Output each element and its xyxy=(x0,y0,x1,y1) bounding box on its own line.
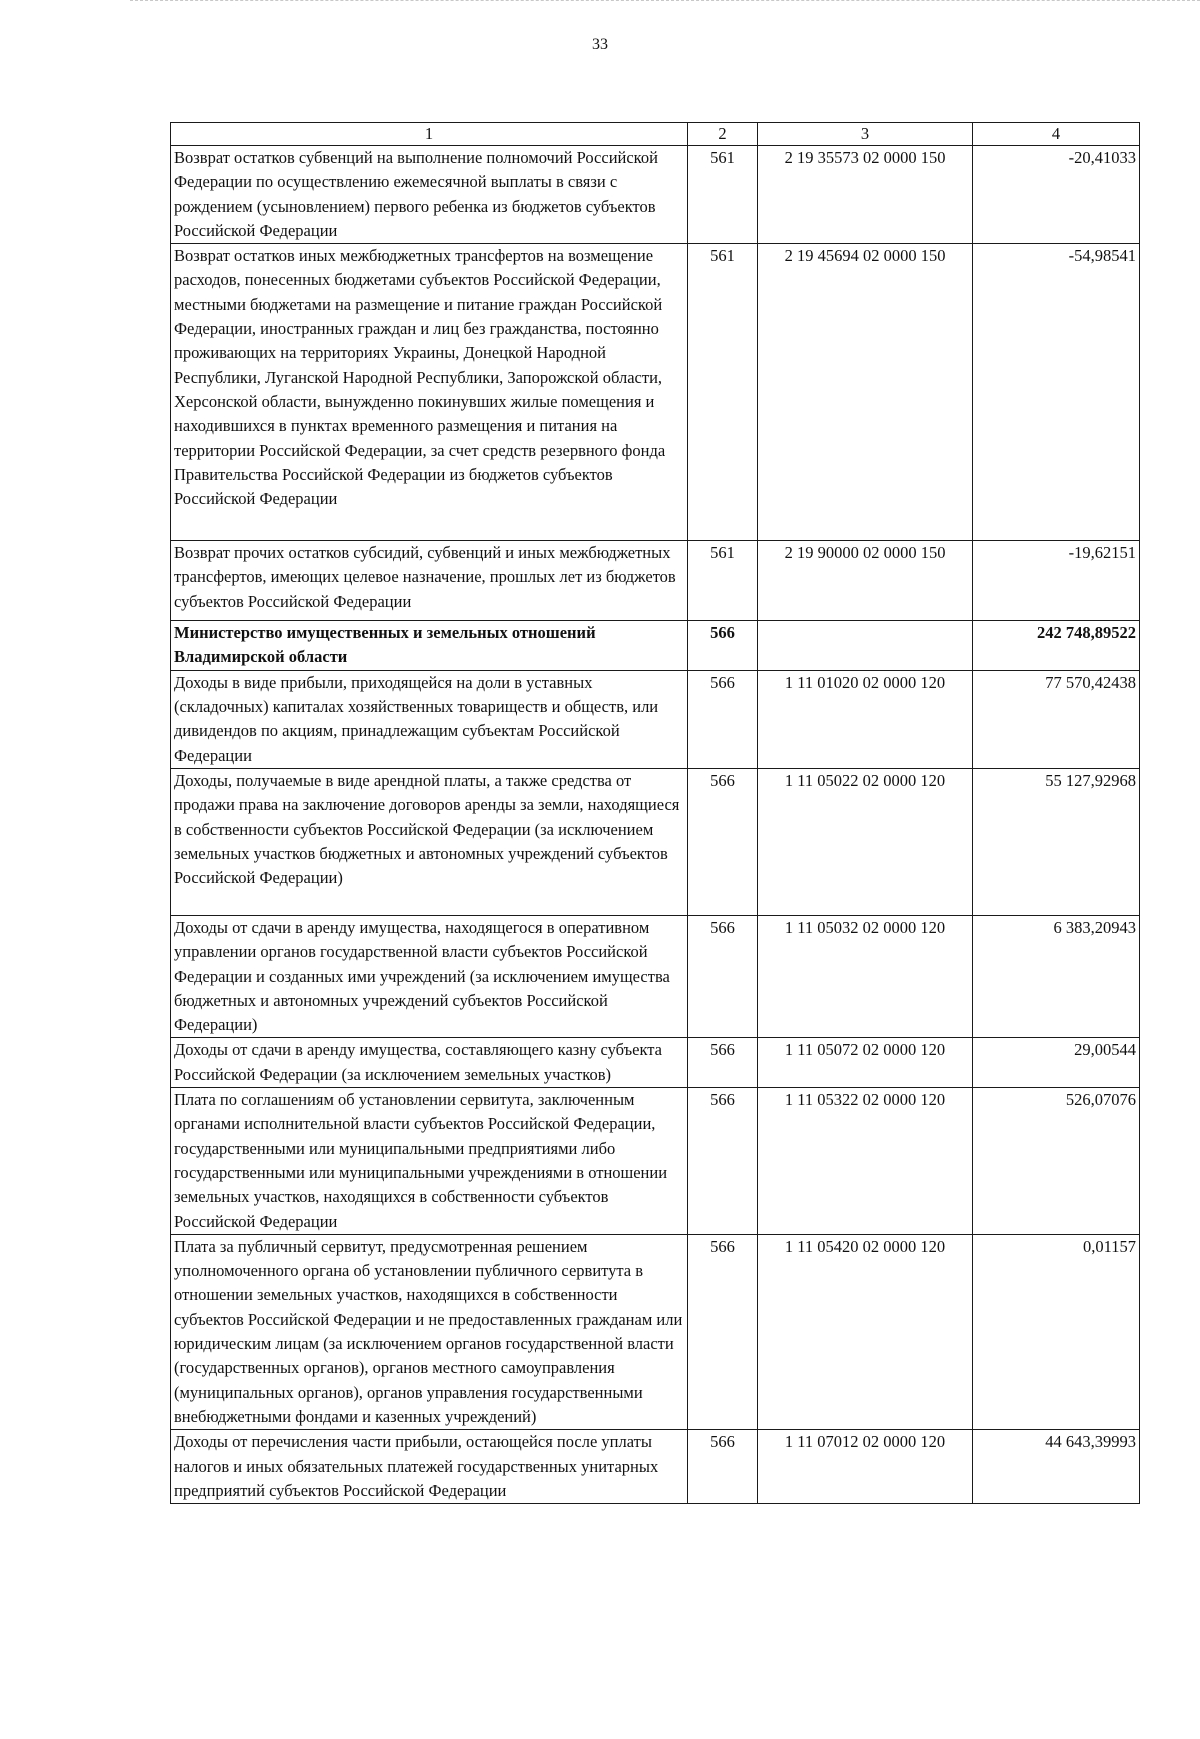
amount: 29,00544 xyxy=(973,1038,1140,1088)
amount: 526,07076 xyxy=(973,1088,1140,1235)
amount: 0,01157 xyxy=(973,1234,1140,1429)
amount: -54,98541 xyxy=(973,244,1140,541)
table-row xyxy=(171,768,1140,915)
table-row xyxy=(171,146,1140,244)
amount: -20,41033 xyxy=(973,146,1140,244)
table-row xyxy=(171,244,1140,541)
table-row xyxy=(171,915,1140,1037)
budget-classification-code: 1 11 05032 02 0000 120 xyxy=(758,915,973,1037)
revenue-name: Плата за публичный сервитут, предусмотренная решением уполномоченного органа об установлении публичного сервитута в отношении земельных участков, находящихся в собственности субъектов Российской Федерации и не предоставленных гражданам или юридическим лицам (за исключением органов государственной власти (государственных органов), органов местного самоуправления (муниципальных органов), органов управления государственными внебюджетными фондами и казенных учреждений) xyxy=(171,1234,688,1429)
revenue-name: Доходы от перечисления части прибыли, остающейся после уплаты налогов и иных обязательных платежей государственных унитарных предприятий субъектов Российской Федерации xyxy=(171,1430,688,1504)
header-col-3: 3 xyxy=(758,123,973,146)
revenue-name: Плата по соглашениям об установлении сервитута, заключенным органами исполнительной власти субъектов Российской Федерации, государственными или муниципальными предприятиями либо государственными или муниципальными учреждениями в отношении земельных участков, находящихся в собственности субъектов Российской Федерации xyxy=(171,1088,688,1235)
page-number: 33 xyxy=(592,36,608,53)
admin-code: 566 xyxy=(688,915,758,1037)
revenue-name: Доходы от сдачи в аренду имущества, находящегося в оперативном управлении органов государственной власти субъектов Российской Федерации и созданных ими учреждений (за исключением имущества бюджетных и автономных учреждений субъектов Российской Федерации) xyxy=(171,915,688,1037)
budget-classification-code: 1 11 01020 02 0000 120 xyxy=(758,670,973,768)
admin-code: 561 xyxy=(688,146,758,244)
budget-classification-code: 2 19 35573 02 0000 150 xyxy=(758,146,973,244)
header-col-2: 2 xyxy=(688,123,758,146)
admin-code: 566 xyxy=(688,1088,758,1235)
admin-code: 566 xyxy=(688,768,758,915)
admin-code: 566 xyxy=(688,621,758,671)
amount: 55 127,92968 xyxy=(973,768,1140,915)
admin-code: 566 xyxy=(688,1038,758,1088)
table-row xyxy=(171,1088,1140,1235)
budget-classification-code: 2 19 45694 02 0000 150 xyxy=(758,244,973,541)
budget-classification-code: 2 19 90000 02 0000 150 xyxy=(758,541,973,621)
admin-code: 561 xyxy=(688,541,758,621)
table-row xyxy=(171,1038,1140,1088)
table-row-ministry xyxy=(171,621,1140,671)
budget-classification-code: 1 11 05072 02 0000 120 xyxy=(758,1038,973,1088)
header-col-4: 4 xyxy=(973,123,1140,146)
revenue-name: Возврат прочих остатков субсидий, субвенций и иных межбюджетных трансфертов, имеющих целевое назначение, прошлых лет из бюджетов субъектов Российской Федерации xyxy=(171,541,688,621)
table-row xyxy=(171,1234,1140,1429)
ministry-name: Министерство имущественных и земельных отношений Владимирской области xyxy=(171,621,688,671)
revenue-table xyxy=(170,122,1140,1504)
budget-classification-code: 1 11 05022 02 0000 120 xyxy=(758,768,973,915)
admin-code: 566 xyxy=(688,670,758,768)
amount: 6 383,20943 xyxy=(973,915,1140,1037)
admin-code: 561 xyxy=(688,244,758,541)
budget-classification-code xyxy=(758,621,973,671)
budget-classification-code: 1 11 05420 02 0000 120 xyxy=(758,1234,973,1429)
budget-classification-code: 1 11 05322 02 0000 120 xyxy=(758,1088,973,1235)
admin-code: 566 xyxy=(688,1430,758,1504)
table-row xyxy=(171,541,1140,621)
revenue-name: Доходы в виде прибыли, приходящейся на доли в уставных (складочных) капиталах хозяйственных товариществ и обществ, или дивидендов по акциям, принадлежащим субъектам Российской Федерации xyxy=(171,670,688,768)
revenue-name: Возврат остатков иных межбюджетных трансфертов на возмещение расходов, понесенных бюджетами субъектов Российской Федерации, местными бюджетами на размещение и питание граждан Российской Федерации, иностранных граждан и лиц без гражданства, постоянно проживающих на территориях Украины, Донецкой Народной Республики, Луганской Народной Республики, Запорожской области, Херсонской области, вынужденно покинувших жилые помещения и находившихся в пунктах временного размещения и питания на территории Российской Федерации, за счет средств резервного фонда Правительства Российской Федерации из бюджетов субъектов Российской Федерации xyxy=(171,244,688,541)
table-header-row xyxy=(171,123,1140,146)
revenue-name: Доходы, получаемые в виде арендной платы, а также средства от продажи права на заключение договоров аренды за земли, находящиеся в собственности субъектов Российской Федерации (за исключением земельных участков бюджетных и автономных учреждений субъектов Российской Федерации) xyxy=(171,768,688,915)
ministry-total-amount: 242 748,89522 xyxy=(973,621,1140,671)
top-scan-rule xyxy=(130,0,1200,1)
amount: -19,62151 xyxy=(973,541,1140,621)
admin-code: 566 xyxy=(688,1234,758,1429)
budget-classification-code: 1 11 07012 02 0000 120 xyxy=(758,1430,973,1504)
table-row xyxy=(171,1430,1140,1504)
amount: 77 570,42438 xyxy=(973,670,1140,768)
table-row xyxy=(171,670,1140,768)
revenue-name: Возврат остатков субвенций на выполнение полномочий Российской Федерации по осуществлению ежемесячной выплаты в связи с рождением (усыновлением) первого ребенка из бюджетов субъектов Российской Федерации xyxy=(171,146,688,244)
revenue-name: Доходы от сдачи в аренду имущества, составляющего казну субъекта Российской Федерации (за исключением земельных участков) xyxy=(171,1038,688,1088)
header-col-1: 1 xyxy=(171,123,688,146)
amount: 44 643,39993 xyxy=(973,1430,1140,1504)
